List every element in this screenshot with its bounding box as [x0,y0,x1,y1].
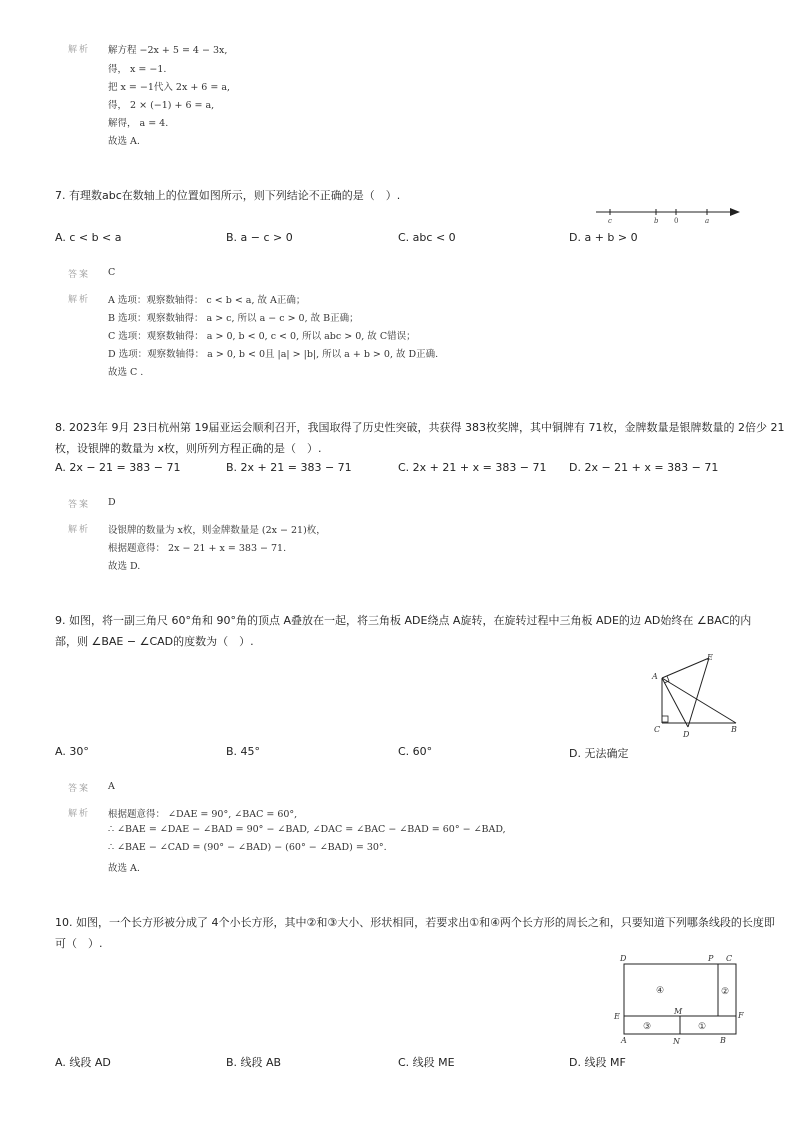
region-1-label: ① [698,1022,707,1032]
q9-line-3: ∴ ∠BAE − ∠CAD = (90° − ∠BAD) − (60° − ∠BAD) = 30°. [108,842,387,853]
fig-label-f: F [738,1011,744,1020]
q9-option-b: B. 45° [226,745,261,758]
q9-line-1: 根据题意得： ∠DAE = 90°, ∠BAC = 60°, [108,809,298,820]
q9-option-c: C. 60° [398,745,433,758]
q7-stem: 7. 有理数abc在数轴上的位置如图所示，则下列结论不正确的是（ ）. [55,189,401,202]
q6-line-5: 解得， a = 4. [108,118,169,129]
axis-label-a: a [705,217,710,225]
fig-label-m: M [674,1007,683,1016]
q8-answer: D [108,497,116,508]
q8-stem-line-2: 枚，设银牌的数量为 x枚，则所列方程正确的是（ ）. [55,442,322,455]
q7-line-5: 故选 C . [108,367,144,378]
q9-option-a: A. 30° [55,745,89,758]
q6-line-2: 得， x = −1. [108,64,167,75]
q9-answer: A [108,781,115,792]
region-2-label: ② [721,987,730,997]
q6-line-1: 解方程 −2x + 5 = 4 − 3x, [108,45,228,56]
axis-label-b: b [654,217,659,225]
q8-line-2: 根据题意得： 2x − 21 + x = 383 − 71. [108,543,287,554]
q7-answer-label: 答案 [68,270,91,280]
q9-stem-line-2: 部，则 ∠BAE − ∠CAD的度数为（ ）. [55,635,254,648]
region-4-label: ④ [656,986,665,996]
fig-label-a: A [652,672,658,681]
fig-label-p: P [708,954,714,963]
fig-label-b: B [731,725,737,734]
q9-line-2: ∴ ∠BAE = ∠DAE − ∠BAD = 90° − ∠BAD, ∠DAC = ∠BAC − ∠BAD = 60° − ∠BAD, [108,824,506,835]
fig-label-b: B [720,1036,726,1045]
q9-stem-line-1: 9. 如图，将一副三角尺 60°角和 90°角的顶点 A叠放在一起，将三角板 ADE绕点 A旋转，在旋转过程中三角板 ADE的边 AD始终在 ∠BAC的内 [55,614,752,627]
q10-rectangle-figure [610,952,742,1046]
q7-answer: C [108,267,116,278]
q6-line-4: 得， 2 × (−1) + 6 = a, [108,100,215,111]
q10-option-c: C. 线段 ME [398,1056,455,1069]
q9-jiexi-label: 解析 [68,809,91,819]
q10-stem-line-2: 可（ ）. [55,937,103,950]
q6-line-3: 把 x = −1代入 2x + 6 = a, [108,82,231,93]
q8-option-d: D. 2x − 21 + x = 383 − 71 [569,461,719,474]
fig-label-c: C [654,725,661,734]
q7-jiexi-label: 解析 [68,295,91,305]
fig-label-d: D [683,730,690,739]
q6-jiexi-label: 解析 [68,45,91,55]
q9-answer-label: 答案 [68,784,91,794]
q10-stem-line-1: 10. 如图，一个长方形被分成了 4个小长方形，其中②和③大小、形状相同，若要求出①和④两个长方形的周长之和，只要知道下列哪条线段的长度即 [55,916,775,929]
axis-label-0: 0 [674,217,679,225]
q7-option-a: A. c < b < a [55,231,122,244]
fig-label-e: E [614,1012,620,1021]
q9-line-4: 故选 A. [108,863,140,874]
q8-option-b: B. 2x + 21 = 383 − 71 [226,461,352,474]
q6-line-6: 故选 A. [108,136,140,147]
q8-option-c: C. 2x + 21 + x = 383 − 71 [398,461,547,474]
fig-label-a: A [621,1036,627,1045]
q10-option-b: B. 线段 AB [226,1056,282,1069]
q8-line-3: 故选 D. [108,561,141,572]
region-3-label: ③ [643,1022,652,1032]
q8-stem-line-1: 8. 2023年 9月 23日杭州第 19届亚运会顺利召开，我国取得了历史性突破，共获得 383枚奖牌，其中铜牌有 71枚，金牌数量是银牌数量的 2倍少 21 [55,421,785,434]
axis-label-c: c [608,217,612,225]
q7-line-4: D 选项：观察数轴得： a > 0, b < 0且 |a| > |b|, 所以 a + b > 0, 故 D正确. [108,349,439,360]
fig-label-e: E [707,653,713,662]
q8-jiexi-label: 解析 [68,525,91,535]
q7-option-c: C. abc < 0 [398,231,456,244]
q9-triangle-figure [648,650,744,742]
q8-answer-label: 答案 [68,500,91,510]
q7-option-b: B. a − c > 0 [226,231,293,244]
q9-option-d: D. 无法确定 [569,747,629,760]
fig-label-n: N [673,1037,680,1046]
q7-line-1: A 选项：观察数轴得： c < b < a, 故 A正确； [108,295,306,306]
fig-label-d: D [620,954,627,963]
q7-option-d: D. a + b > 0 [569,231,638,244]
q10-option-d: D. 线段 MF [569,1056,626,1069]
q7-line-3: C 选项：观察数轴得： a > 0, b < 0, c < 0, 所以 abc > 0, 故 C错误； [108,331,416,342]
q7-number-line [592,204,742,226]
q10-option-a: A. 线段 AD [55,1056,111,1069]
q7-line-2: B 选项：观察数轴得： a > c, 所以 a − c > 0, 故 B正确； [108,313,359,324]
fig-label-c: C [726,954,733,963]
q8-line-1: 设银牌的数量为 x枚，则金牌数量是 (2x − 21)枚， [108,525,326,536]
q8-option-a: A. 2x − 21 = 383 − 71 [55,461,181,474]
